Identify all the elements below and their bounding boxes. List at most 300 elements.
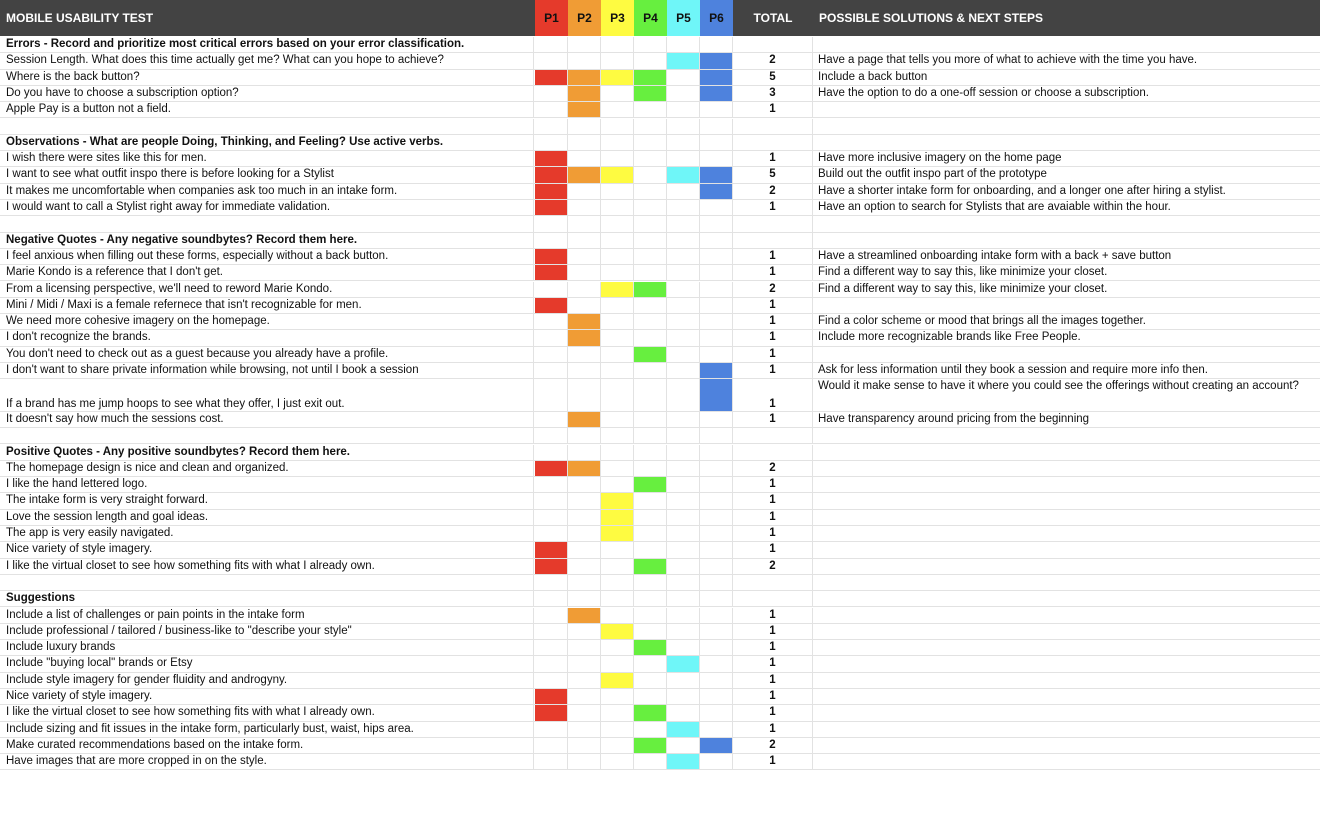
section-heading-cell[interactable]: Observations - What are people Doing, Thinking, and Feeling? Use active verbs. (0, 135, 534, 150)
participant-cell-p6[interactable] (700, 705, 733, 720)
participant-cell-p4[interactable] (634, 673, 667, 688)
solution-cell[interactable] (813, 216, 1320, 231)
solution-cell[interactable] (813, 591, 1320, 606)
participant-cell-p1[interactable] (535, 722, 568, 737)
section-heading-cell[interactable]: Positive Quotes - Any positive soundbytes? Record them here. (0, 445, 534, 460)
participant-cell-p3[interactable] (601, 347, 634, 362)
participant-cell-p5[interactable] (667, 70, 700, 85)
participant-cell-p4[interactable] (634, 477, 667, 492)
participant-cell-p4[interactable] (634, 510, 667, 525)
participant-cell-p3[interactable] (601, 184, 634, 199)
participant-cell-p2[interactable] (568, 314, 601, 329)
participant-cell-p6[interactable] (700, 119, 733, 134)
total-cell[interactable]: 1 (733, 640, 813, 655)
section-heading-cell[interactable]: Negative Quotes - Any negative soundbytes? Record them here. (0, 233, 534, 248)
participant-cell-p2[interactable] (568, 249, 601, 264)
participant-cell-p2[interactable] (568, 559, 601, 574)
participant-cell-p6[interactable] (700, 53, 733, 68)
quote-cell[interactable]: Include sizing and fit issues in the intake form, particularly bust, waist, hips area. (0, 722, 534, 737)
participant-cell-p3[interactable] (601, 102, 634, 117)
participant-cell-p1[interactable] (535, 624, 568, 639)
total-cell[interactable]: 1 (733, 608, 813, 623)
quote-cell[interactable]: Include luxury brands (0, 640, 534, 655)
participant-cell-p2[interactable] (568, 526, 601, 541)
participant-cell-p2[interactable] (568, 461, 601, 476)
participant-cell-p2[interactable] (568, 363, 601, 378)
solution-cell[interactable] (813, 119, 1320, 134)
participant-cell-p2[interactable] (568, 542, 601, 557)
participant-cell-p1[interactable] (535, 102, 568, 117)
participant-cell-p2[interactable] (568, 37, 601, 52)
participant-cell-p2[interactable] (568, 184, 601, 199)
total-cell[interactable]: 1 (733, 624, 813, 639)
participant-cell-p2[interactable] (568, 282, 601, 297)
participant-cell-p2[interactable] (568, 412, 601, 427)
participant-cell-p1[interactable] (535, 689, 568, 704)
participant-cell-p3[interactable] (601, 608, 634, 623)
participant-cell-p4[interactable] (634, 624, 667, 639)
participant-cell-p3[interactable] (601, 314, 634, 329)
participant-cell-p5[interactable] (667, 53, 700, 68)
participant-cell-p3[interactable] (601, 86, 634, 101)
solution-cell[interactable]: Have a streamlined onboarding intake form with a back + save button (818, 249, 1172, 262)
participant-cell-p4[interactable] (634, 722, 667, 737)
participant-cell-p2[interactable] (568, 102, 601, 117)
total-cell[interactable] (733, 233, 813, 248)
participant-cell-p4[interactable] (634, 37, 667, 52)
participant-cell-p3[interactable] (601, 216, 634, 231)
participant-cell-p1[interactable] (535, 151, 568, 166)
participant-cell-p6[interactable] (700, 526, 733, 541)
quote-cell[interactable] (0, 428, 534, 443)
participant-cell-p5[interactable] (667, 265, 700, 280)
total-header[interactable]: TOTAL (753, 11, 793, 25)
participant-cell-p4[interactable] (634, 656, 667, 671)
solution-cell[interactable] (813, 656, 1320, 671)
participant-cell-p2[interactable] (568, 151, 601, 166)
quote-cell[interactable]: I like the hand lettered logo. (0, 477, 534, 492)
total-cell[interactable]: 5 (733, 167, 813, 182)
participant-cell-p5[interactable] (667, 233, 700, 248)
participant-cell-p6[interactable] (700, 412, 733, 427)
quote-cell[interactable]: I don't recognize the brands. (0, 330, 534, 345)
total-cell[interactable]: 1 (733, 526, 813, 541)
quote-cell[interactable]: I like the virtual closet to see how something fits with what I already own. (0, 559, 534, 574)
solution-cell[interactable]: Have more inclusive imagery on the home page (818, 152, 1062, 165)
participant-cell-p3[interactable] (601, 119, 634, 134)
participant-cell-p4[interactable] (634, 200, 667, 215)
solutions-header[interactable]: POSSIBLE SOLUTIONS & NEXT STEPS (819, 11, 1044, 25)
participant-cell-p4[interactable] (634, 445, 667, 460)
participant-cell-p2[interactable] (568, 722, 601, 737)
participant-cell-p6[interactable] (700, 673, 733, 688)
participant-cell-p6[interactable] (700, 640, 733, 655)
participant-cell-p5[interactable] (667, 379, 700, 411)
sheet-title[interactable]: MOBILE USABILITY TEST (6, 11, 154, 25)
solution-cell[interactable]: Have an option to search for Stylists that are avaiable within the hour. (818, 201, 1171, 213)
solution-cell[interactable] (813, 689, 1320, 704)
participant-cell-p1[interactable] (535, 575, 568, 590)
solution-cell[interactable] (813, 233, 1320, 248)
participant-cell-p4[interactable] (634, 640, 667, 655)
solution-cell[interactable] (813, 477, 1320, 492)
participant-cell-p3[interactable] (601, 412, 634, 427)
participant-cell-p6[interactable] (700, 493, 733, 508)
participant-cell-p3[interactable] (601, 738, 634, 753)
participant-cell-p6[interactable] (700, 135, 733, 150)
participant-cell-p1[interactable] (535, 200, 568, 215)
participant-cell-p6[interactable] (700, 249, 733, 264)
participant-cell-p4[interactable] (634, 184, 667, 199)
participant-cell-p3[interactable] (601, 233, 634, 248)
solution-cell[interactable] (813, 135, 1320, 150)
participant-cell-p4[interactable] (634, 526, 667, 541)
participant-cell-p2[interactable] (568, 167, 601, 182)
total-cell[interactable]: 1 (733, 249, 813, 264)
participant-cell-p3[interactable] (601, 298, 634, 313)
participant-cell-p4[interactable] (634, 330, 667, 345)
solution-cell[interactable]: Find a different way to say this, like minimize your closet. (818, 282, 1108, 295)
quote-cell[interactable] (0, 119, 534, 134)
participant-cell-p2[interactable] (568, 575, 601, 590)
participant-cell-p4[interactable] (634, 689, 667, 704)
participant-cell-p5[interactable] (667, 412, 700, 427)
participant-cell-p4[interactable] (634, 167, 667, 182)
participant-cell-p3[interactable] (601, 200, 634, 215)
participant-cell-p2[interactable] (568, 591, 601, 606)
participant-cell-p5[interactable] (667, 119, 700, 134)
participant-cell-p1[interactable] (535, 379, 568, 411)
participant-cell-p3[interactable] (601, 624, 634, 639)
participant-cell-p4[interactable] (634, 314, 667, 329)
total-cell[interactable] (733, 591, 813, 606)
participant-cell-p4[interactable] (634, 575, 667, 590)
participant-header-p3[interactable]: P3 (601, 0, 634, 36)
participant-cell-p3[interactable] (601, 673, 634, 688)
participant-cell-p4[interactable] (634, 738, 667, 753)
solution-cell[interactable] (813, 298, 1320, 313)
total-cell[interactable] (733, 445, 813, 460)
participant-cell-p6[interactable] (700, 477, 733, 492)
quote-cell[interactable]: It makes me uncomfortable when companies ask too much in an intake form. (0, 184, 534, 199)
participant-cell-p4[interactable] (634, 135, 667, 150)
participant-cell-p3[interactable] (601, 282, 634, 297)
participant-cell-p1[interactable] (535, 314, 568, 329)
participant-cell-p5[interactable] (667, 102, 700, 117)
participant-cell-p6[interactable] (700, 314, 733, 329)
participant-cell-p6[interactable] (700, 265, 733, 280)
participant-cell-p3[interactable] (601, 722, 634, 737)
quote-cell[interactable]: Marie Kondo is a reference that I don't get. (0, 265, 534, 280)
participant-cell-p6[interactable] (700, 656, 733, 671)
total-cell[interactable]: 1 (733, 656, 813, 671)
participant-cell-p2[interactable] (568, 510, 601, 525)
participant-cell-p2[interactable] (568, 640, 601, 655)
participant-cell-p6[interactable] (700, 575, 733, 590)
solution-cell[interactable] (813, 493, 1320, 508)
total-cell[interactable]: 1 (733, 102, 813, 117)
participant-cell-p2[interactable] (568, 477, 601, 492)
total-cell[interactable]: 1 (733, 722, 813, 737)
participant-cell-p5[interactable] (667, 282, 700, 297)
solution-cell[interactable] (813, 347, 1320, 362)
participant-cell-p3[interactable] (601, 591, 634, 606)
participant-cell-p2[interactable] (568, 705, 601, 720)
total-cell[interactable] (733, 37, 813, 52)
solution-cell[interactable]: Build out the outfit inspo part of the prototype (818, 168, 1047, 181)
participant-cell-p6[interactable] (700, 722, 733, 737)
participant-cell-p2[interactable] (568, 216, 601, 231)
total-cell[interactable]: 1 (733, 200, 813, 215)
participant-cell-p3[interactable] (601, 493, 634, 508)
participant-cell-p5[interactable] (667, 347, 700, 362)
total-cell[interactable]: 2 (733, 738, 813, 753)
solution-cell[interactable] (813, 722, 1320, 737)
solution-cell[interactable] (813, 705, 1320, 720)
total-cell[interactable]: 1 (733, 705, 813, 720)
participant-cell-p3[interactable] (601, 754, 634, 769)
participant-cell-p2[interactable] (568, 86, 601, 101)
participant-cell-p3[interactable] (601, 167, 634, 182)
participant-header-p2[interactable]: P2 (568, 0, 601, 36)
participant-cell-p5[interactable] (667, 135, 700, 150)
participant-cell-p5[interactable] (667, 722, 700, 737)
total-cell[interactable] (733, 428, 813, 443)
participant-cell-p5[interactable] (667, 445, 700, 460)
participant-cell-p2[interactable] (568, 135, 601, 150)
total-cell[interactable]: 1 (733, 151, 813, 166)
participant-cell-p6[interactable] (700, 151, 733, 166)
quote-cell[interactable]: I wish there were sites like this for men. (0, 151, 534, 166)
participant-cell-p4[interactable] (634, 591, 667, 606)
participant-cell-p5[interactable] (667, 705, 700, 720)
participant-cell-p6[interactable] (700, 37, 733, 52)
quote-cell[interactable]: Session Length. What does this time actually get me? What can you hope to achieve? (0, 53, 534, 68)
participant-cell-p1[interactable] (535, 526, 568, 541)
participant-cell-p5[interactable] (667, 624, 700, 639)
quote-cell[interactable]: You don't need to check out as a guest because you already have a profile. (0, 347, 534, 362)
participant-cell-p2[interactable] (568, 624, 601, 639)
participant-cell-p5[interactable] (667, 526, 700, 541)
participant-cell-p4[interactable] (634, 233, 667, 248)
solution-cell[interactable]: Would it make sense to have it where you could see the offerings without creating an account? (818, 380, 1299, 393)
participant-cell-p5[interactable] (667, 428, 700, 443)
participant-cell-p3[interactable] (601, 656, 634, 671)
total-cell[interactable] (733, 119, 813, 134)
participant-cell-p1[interactable] (535, 135, 568, 150)
participant-cell-p1[interactable] (535, 233, 568, 248)
total-cell[interactable]: 1 (733, 314, 813, 329)
participant-cell-p5[interactable] (667, 298, 700, 313)
participant-cell-p3[interactable] (601, 249, 634, 264)
participant-header-p6[interactable]: P6 (700, 0, 733, 36)
total-cell[interactable]: 1 (733, 298, 813, 313)
participant-cell-p5[interactable] (667, 151, 700, 166)
participant-cell-p6[interactable] (700, 461, 733, 476)
quote-cell[interactable]: From a licensing perspective, we'll need to reword Marie Kondo. (0, 282, 534, 297)
solution-cell[interactable] (813, 575, 1320, 590)
quote-cell[interactable]: Love the session length and goal ideas. (0, 510, 534, 525)
participant-cell-p4[interactable] (634, 70, 667, 85)
total-cell[interactable]: 3 (733, 86, 813, 101)
participant-cell-p6[interactable] (700, 542, 733, 557)
participant-cell-p1[interactable] (535, 673, 568, 688)
solution-cell[interactable] (813, 542, 1320, 557)
participant-cell-p2[interactable] (568, 754, 601, 769)
total-cell[interactable]: 2 (733, 461, 813, 476)
participant-cell-p6[interactable] (700, 591, 733, 606)
total-cell[interactable]: 5 (733, 70, 813, 85)
quote-cell[interactable]: The app is very easily navigated. (0, 526, 534, 541)
participant-cell-p4[interactable] (634, 86, 667, 101)
participant-cell-p2[interactable] (568, 53, 601, 68)
participant-cell-p4[interactable] (634, 754, 667, 769)
participant-cell-p3[interactable] (601, 640, 634, 655)
participant-cell-p4[interactable] (634, 53, 667, 68)
quote-cell[interactable]: The intake form is very straight forward. (0, 493, 534, 508)
participant-cell-p1[interactable] (535, 347, 568, 362)
participant-cell-p6[interactable] (700, 624, 733, 639)
participant-cell-p1[interactable] (535, 428, 568, 443)
solution-cell[interactable] (813, 461, 1320, 476)
participant-cell-p2[interactable] (568, 233, 601, 248)
participant-cell-p4[interactable] (634, 216, 667, 231)
participant-cell-p3[interactable] (601, 135, 634, 150)
participant-cell-p2[interactable] (568, 673, 601, 688)
participant-cell-p3[interactable] (601, 705, 634, 720)
participant-cell-p4[interactable] (634, 379, 667, 411)
quote-cell[interactable]: Nice variety of style imagery. (0, 689, 534, 704)
solution-cell[interactable]: Include a back button (818, 70, 928, 83)
participant-cell-p4[interactable] (634, 428, 667, 443)
participant-cell-p6[interactable] (700, 216, 733, 231)
participant-cell-p3[interactable] (601, 559, 634, 574)
quote-cell[interactable]: The homepage design is nice and clean and organized. (0, 461, 534, 476)
participant-cell-p6[interactable] (700, 510, 733, 525)
participant-cell-p2[interactable] (568, 656, 601, 671)
participant-cell-p2[interactable] (568, 298, 601, 313)
participant-cell-p3[interactable] (601, 477, 634, 492)
participant-cell-p4[interactable] (634, 542, 667, 557)
participant-cell-p4[interactable] (634, 282, 667, 297)
solution-cell[interactable]: Have the option to do a one-off session or choose a subscription. (818, 86, 1149, 99)
participant-cell-p5[interactable] (667, 559, 700, 574)
quote-cell[interactable]: Where is the back button? (0, 70, 534, 85)
participant-cell-p6[interactable] (700, 298, 733, 313)
participant-cell-p5[interactable] (667, 249, 700, 264)
solution-cell[interactable] (813, 526, 1320, 541)
solution-cell[interactable] (813, 445, 1320, 460)
participant-cell-p5[interactable] (667, 86, 700, 101)
participant-cell-p5[interactable] (667, 689, 700, 704)
quote-cell[interactable]: Include a list of challenges or pain points in the intake form (0, 608, 534, 623)
participant-cell-p5[interactable] (667, 640, 700, 655)
participant-cell-p4[interactable] (634, 249, 667, 264)
participant-cell-p2[interactable] (568, 119, 601, 134)
participant-cell-p5[interactable] (667, 608, 700, 623)
participant-cell-p3[interactable] (601, 428, 634, 443)
participant-cell-p4[interactable] (634, 298, 667, 313)
participant-cell-p3[interactable] (601, 689, 634, 704)
participant-cell-p4[interactable] (634, 705, 667, 720)
participant-cell-p3[interactable] (601, 151, 634, 166)
participant-cell-p3[interactable] (601, 70, 634, 85)
participant-cell-p3[interactable] (601, 510, 634, 525)
quote-cell[interactable]: Nice variety of style imagery. (0, 542, 534, 557)
total-cell[interactable]: 1 (733, 510, 813, 525)
participant-cell-p2[interactable] (568, 738, 601, 753)
participant-cell-p5[interactable] (667, 673, 700, 688)
participant-cell-p3[interactable] (601, 53, 634, 68)
participant-cell-p3[interactable] (601, 265, 634, 280)
participant-cell-p5[interactable] (667, 167, 700, 182)
participant-cell-p1[interactable] (535, 754, 568, 769)
quote-cell[interactable]: Do you have to choose a subscription option? (0, 86, 534, 101)
participant-cell-p5[interactable] (667, 591, 700, 606)
participant-header-p1[interactable]: P1 (535, 0, 568, 36)
participant-cell-p5[interactable] (667, 477, 700, 492)
participant-cell-p1[interactable] (535, 738, 568, 753)
participant-cell-p1[interactable] (535, 608, 568, 623)
participant-cell-p1[interactable] (535, 216, 568, 231)
quote-cell[interactable]: Include style imagery for gender fluidity and androgyny. (0, 673, 534, 688)
participant-cell-p4[interactable] (634, 461, 667, 476)
participant-cell-p1[interactable] (535, 53, 568, 68)
participant-cell-p4[interactable] (634, 102, 667, 117)
total-cell[interactable] (733, 216, 813, 231)
participant-cell-p1[interactable] (535, 591, 568, 606)
participant-cell-p1[interactable] (535, 363, 568, 378)
participant-cell-p6[interactable] (700, 70, 733, 85)
solution-cell[interactable] (813, 428, 1320, 443)
participant-cell-p3[interactable] (601, 461, 634, 476)
participant-cell-p5[interactable] (667, 184, 700, 199)
solution-cell[interactable] (813, 37, 1320, 52)
solution-cell[interactable] (813, 673, 1320, 688)
quote-cell[interactable]: I feel anxious when filling out these forms, especially without a back button. (0, 249, 534, 264)
participant-cell-p5[interactable] (667, 575, 700, 590)
participant-cell-p5[interactable] (667, 542, 700, 557)
participant-cell-p1[interactable] (535, 249, 568, 264)
participant-cell-p6[interactable] (700, 330, 733, 345)
participant-cell-p5[interactable] (667, 314, 700, 329)
participant-cell-p6[interactable] (700, 102, 733, 117)
quote-cell[interactable]: I want to see what outfit inspo there is before looking for a Stylist (0, 167, 534, 182)
total-cell[interactable]: 1 (733, 477, 813, 492)
quote-cell[interactable] (0, 575, 534, 590)
participant-cell-p2[interactable] (568, 330, 601, 345)
participant-cell-p2[interactable] (568, 379, 601, 411)
quote-cell[interactable]: Include "buying local" brands or Etsy (0, 656, 534, 671)
participant-cell-p6[interactable] (700, 445, 733, 460)
solution-cell[interactable]: Find a color scheme or mood that brings all the images together. (818, 315, 1146, 328)
section-heading-cell[interactable]: Errors - Record and prioritize most critical errors based on your error classification. (0, 37, 534, 52)
participant-cell-p5[interactable] (667, 37, 700, 52)
participant-cell-p1[interactable] (535, 265, 568, 280)
participant-cell-p2[interactable] (568, 689, 601, 704)
total-cell[interactable]: 1 (733, 363, 813, 378)
quote-cell[interactable]: I would want to call a Stylist right away for immediate validation. (0, 200, 534, 215)
participant-cell-p4[interactable] (634, 493, 667, 508)
total-cell[interactable]: 1 (733, 379, 813, 411)
quote-cell[interactable]: Apple Pay is a button not a field. (0, 102, 534, 117)
participant-cell-p3[interactable] (601, 445, 634, 460)
participant-cell-p4[interactable] (634, 363, 667, 378)
participant-cell-p6[interactable] (700, 608, 733, 623)
total-cell[interactable]: 1 (733, 673, 813, 688)
participant-cell-p6[interactable] (700, 738, 733, 753)
solution-cell[interactable] (813, 754, 1320, 769)
